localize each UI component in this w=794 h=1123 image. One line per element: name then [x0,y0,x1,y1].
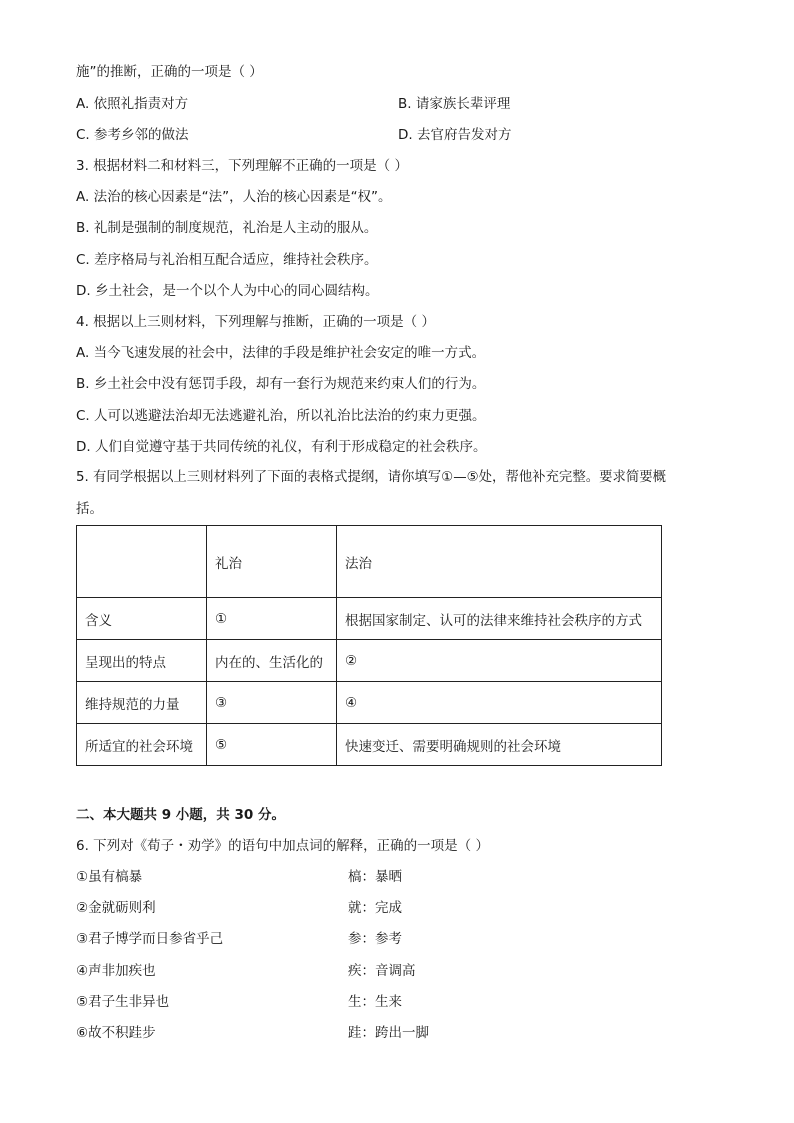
q3-option-b: B. 礼制是强制的制度规范，礼治是人主动的服从。 [76,220,378,236]
outline-table [76,525,662,766]
q3-option-a: A. 法治的核心因素是“法”，人治的核心因素是“权”。 [76,189,392,205]
table-cell: 内在的、生活化的 [207,640,337,682]
q3-option-d: D. 乡土社会，是一个以个人为中心的同心圆结构。 [76,283,379,299]
q4-option-d: D. 人们自觉遵守基于共同传统的礼仪，有利于形成稳定的社会秩序。 [76,439,487,455]
q4-option-c: C. 人可以逃避法治却无法逃避礼治，所以礼治比法治的约束力更强。 [76,408,486,424]
table-cell: 含义 [77,598,207,640]
table-cell: 根据国家制定、认可的法律来维持社会秩序的方式 [337,598,662,640]
table-cell: ③ [207,682,337,724]
q2-option-b: B. 请家族长辈评理 [398,96,511,112]
table-header-cell: 礼治 [207,526,337,598]
table-header-cell [77,526,207,598]
question-4: 4. 根据以上三则材料，下列理解与推断，正确的一项是（ ） [76,314,435,330]
q6-gloss: 槁：暴晒 [348,869,402,885]
table-cell: 所适宜的社会环境 [77,724,207,766]
question-5-continuation: 括。 [76,501,103,517]
q2-option-d: D. 去官府告发对方 [398,127,512,143]
q4-option-a: A. 当今飞速发展的社会中，法律的手段是维护社会安定的唯一方式。 [76,345,486,361]
table-cell: 快速变迁、需要明确规则的社会环境 [337,724,662,766]
question-2-stem-end: 施”的推断，正确的一项是（ ） [76,64,263,80]
q6-gloss: 跬：跨出一脚 [348,1025,429,1041]
q6-gloss: 参：参考 [348,931,402,947]
q6-gloss: 生：生来 [348,994,402,1010]
q6-item: ①虽有槁暴 [76,869,143,885]
table-cell: ② [337,640,662,682]
q6-item: ③君子博学而日参省乎己 [76,931,224,947]
question-5: 5. 有同学根据以上三则材料列了下面的表格式提纲，请你填写①—⑤处，帮他补充完整。要求简要概 [76,470,667,485]
table-cell: 呈现出的特点 [77,640,207,682]
q6-item: ②金就砺则利 [76,900,156,916]
q2-option-a: A. 依照礼指责对方 [76,96,189,112]
table-cell: ④ [337,682,662,724]
q2-option-c: C. 参考乡邻的做法 [76,127,189,143]
table-row [77,724,662,766]
table-header-cell: 法治 [337,526,662,598]
table-row [77,598,662,640]
question-3: 3. 根据材料二和材料三，下列理解不正确的一项是（ ） [76,158,408,174]
table-cell: ① [207,598,337,640]
table-header-row [77,526,662,598]
q3-option-c: C. 差序格局与礼治相互配合适应，维持社会秩序。 [76,252,378,268]
table-cell: 维持规范的力量 [77,682,207,724]
q6-gloss: 就：完成 [348,900,402,916]
table-row [77,682,662,724]
question-6: 6. 下列对《荀子・劝学》的语句中加点词的解释，正确的一项是（ ） [76,838,489,854]
q6-item: ④声非加疾也 [76,963,156,979]
q6-gloss: 疾：音调高 [348,963,416,979]
q4-option-b: B. 乡土社会中没有惩罚手段，却有一套行为规范来约束人们的行为。 [76,376,486,392]
q6-item: ⑥故不积跬步 [76,1025,156,1041]
table-cell: ⑤ [207,724,337,766]
section-2-heading: 二、本大题共 9 小题，共 30 分。 [76,807,285,823]
q6-item: ⑤君子生非异也 [76,994,170,1010]
table-row [77,640,662,682]
